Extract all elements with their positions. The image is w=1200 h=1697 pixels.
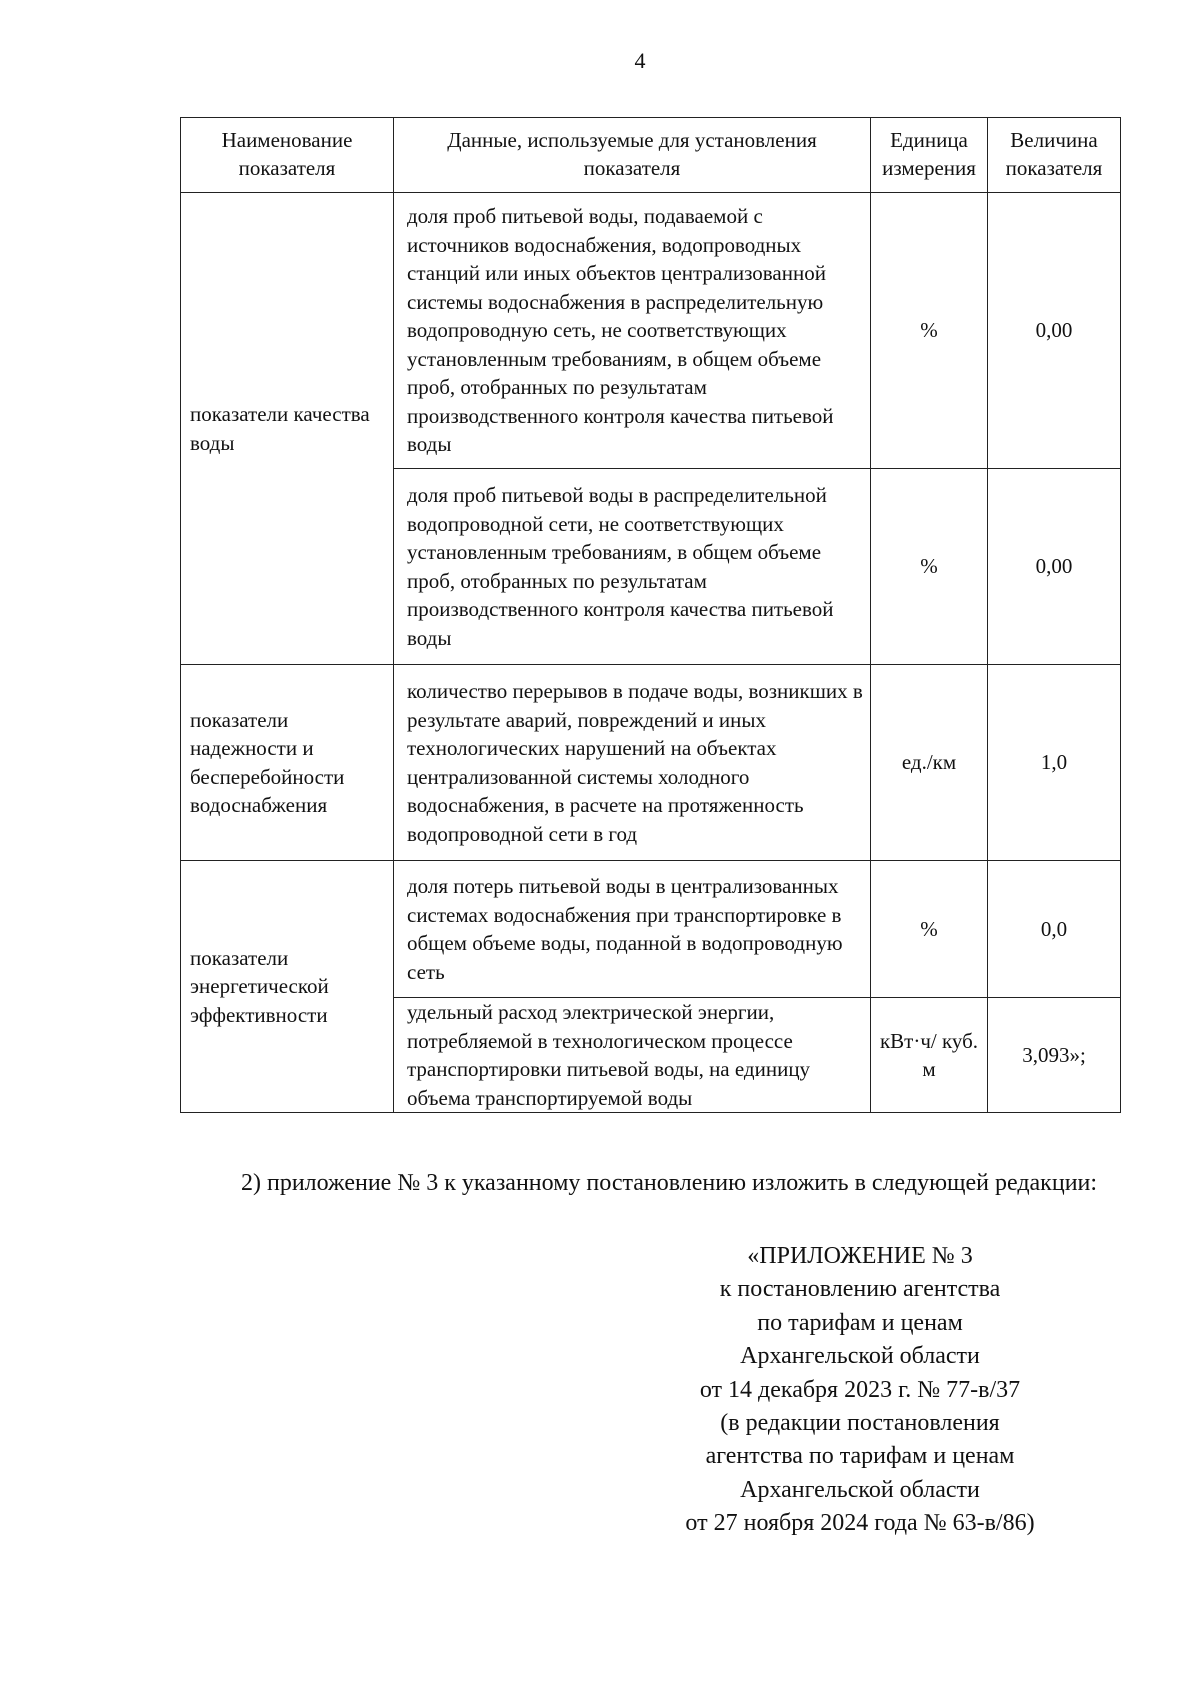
- table-row: [181, 861, 1121, 998]
- table-header-row: [181, 118, 1121, 193]
- group-water-quality: показатели качества воды: [181, 193, 394, 665]
- appendix-line: по тарифам и ценам: [757, 1309, 963, 1336]
- row-value: 0,00: [988, 469, 1121, 665]
- header-data: Данные, используемые для установления показателя: [394, 118, 871, 193]
- table-row: [181, 665, 1121, 861]
- appendix-line: Архангельской области: [740, 1476, 980, 1503]
- header-name: Наименование показателя: [181, 118, 394, 193]
- group-reliability: показатели надежности и бесперебойности водоснабжения: [181, 665, 394, 861]
- row-description: доля потерь питьевой воды в централизованных системах водоснабжения при транспортировке в общем объеме воды, поданной в водопроводную сеть: [394, 861, 871, 998]
- appendix-line: агентства по тарифам и ценам: [705, 1443, 1015, 1470]
- row-unit: кВт·ч/ куб. м: [871, 998, 988, 1113]
- row-value: 1,0: [988, 665, 1121, 861]
- indicators-table: [180, 117, 1121, 1113]
- appendix-line: (в редакции постановления: [720, 1410, 1000, 1437]
- header-unit: Единица измерения: [871, 118, 988, 193]
- row-unit: %: [871, 193, 988, 469]
- table-row: [181, 193, 1121, 469]
- row-value: 0,0: [988, 861, 1121, 998]
- row-unit: %: [871, 469, 988, 665]
- group-energy: показатели энергетической эффективности: [181, 861, 394, 1113]
- row-description: доля проб питьевой воды в распределительной водопроводной сети, не соответствующих установленным требованиям, в общем объеме проб, отобранных по результатам производственного контроля качества питьевой воды: [394, 469, 871, 665]
- appendix-line: Архангельской области: [740, 1343, 980, 1370]
- row-description: доля проб питьевой воды, подаваемой с источников водоснабжения, водопроводных станций или иных объектов централизованной системы водоснабжения в распределительную водопроводную сеть, не соответствующих установленным требованиям, в общем объеме проб, отобранных по результатам производственного контроля качества питьевой воды: [394, 193, 871, 469]
- row-unit: ед./км: [871, 665, 988, 861]
- appendix-header: [620, 1240, 1100, 1541]
- row-unit: %: [871, 861, 988, 998]
- row-description: удельный расход электрической энергии, потребляемой в технологическом процессе транспортировки питьевой воды, на единицу объема транспортируемой воды: [394, 998, 871, 1113]
- header-value: Величина показателя: [988, 118, 1121, 193]
- page-number: 4: [634, 48, 646, 73]
- appendix-line: к постановлению агентства: [719, 1276, 1001, 1303]
- appendix-date-line: от 14 декабря 2023 г. № 77-в/37: [699, 1376, 1021, 1403]
- row-value: 0,00: [988, 193, 1121, 469]
- row-value: 3,093»;: [988, 998, 1121, 1113]
- appendix-date-line: от 27 ноября 2024 года № 63-в/86): [685, 1510, 1035, 1537]
- amendment-paragraph: 2) приложение № 3 к указанному постановлению изложить в следующей редакции:: [241, 1170, 1098, 1196]
- row-description: количество перерывов в подаче воды, возникших в результате аварий, повреждений и иных технологических нарушений на объектах централизованной системы холодного водоснабжения, в расчете на протяженность водопроводной сети в год: [394, 665, 871, 861]
- appendix-title: «ПРИЛОЖЕНИЕ № 3: [747, 1243, 973, 1269]
